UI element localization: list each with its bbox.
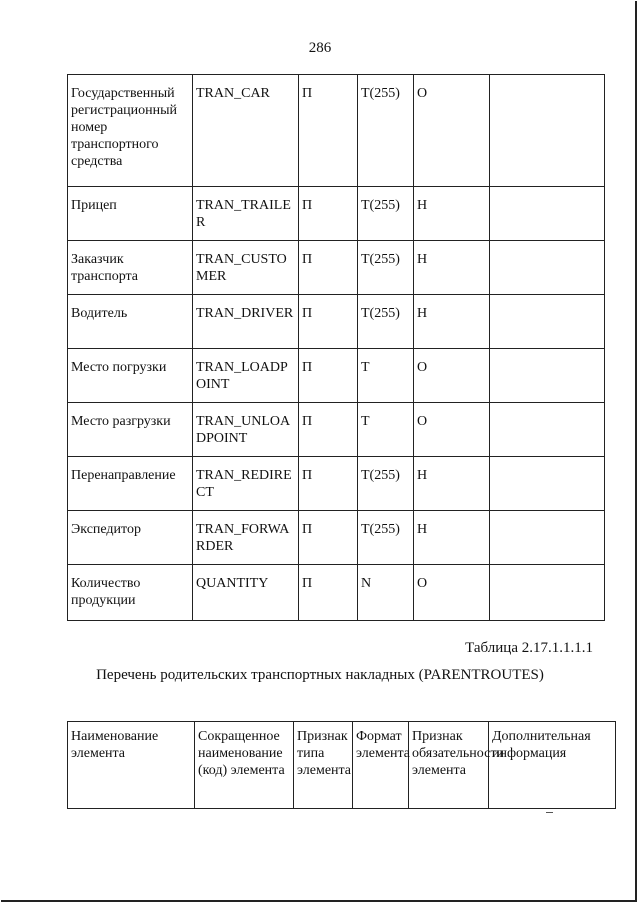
- element-type-cell: П: [299, 565, 358, 621]
- table-row: [68, 241, 605, 295]
- table-row: [68, 457, 605, 511]
- element-code-cell: QUANTITY: [193, 565, 299, 621]
- element-type-cell: П: [299, 457, 358, 511]
- element-extra-cell: [490, 295, 605, 349]
- table-row: [68, 295, 605, 349]
- element-required-cell: Н: [414, 511, 490, 565]
- required-column-header: Признак обязательности элемента: [409, 722, 489, 809]
- element-code-cell: TRAN_FORWARDER: [193, 511, 299, 565]
- table-row: [68, 75, 605, 187]
- element-extra-cell: [490, 241, 605, 295]
- table-row: [68, 565, 605, 621]
- table-row: [68, 511, 605, 565]
- element-name-cell: Место разгрузки: [68, 403, 193, 457]
- element-format-cell: T(255): [358, 457, 414, 511]
- element-extra-cell: [490, 565, 605, 621]
- element-format-cell: T(255): [358, 75, 414, 187]
- element-code-cell: TRAN_UNLOADPOINT: [193, 403, 299, 457]
- element-required-cell: Н: [414, 295, 490, 349]
- element-format-cell: T(255): [358, 187, 414, 241]
- element-name-cell: Государственный регистрационный номер транспортного средства: [68, 75, 193, 187]
- element-extra-cell: [490, 75, 605, 187]
- element-required-cell: Н: [414, 241, 490, 295]
- element-name-cell: Место погрузки: [68, 349, 193, 403]
- table-header-row: [68, 722, 616, 809]
- element-code-cell: TRAN_REDIRECT: [193, 457, 299, 511]
- element-type-cell: П: [299, 295, 358, 349]
- element-name-cell: Перенаправление: [68, 457, 193, 511]
- element-required-cell: О: [414, 75, 490, 187]
- table-row: [68, 403, 605, 457]
- element-code-cell: TRAN_CUSTOMER: [193, 241, 299, 295]
- table-row: [68, 349, 605, 403]
- element-format-cell: T(255): [358, 295, 414, 349]
- element-required-cell: О: [414, 403, 490, 457]
- page-number: 286: [308, 40, 332, 56]
- element-type-cell: П: [299, 241, 358, 295]
- element-code-cell: TRAN_LOADPOINT: [193, 349, 299, 403]
- element-code-cell: TRAN_CAR: [193, 75, 299, 187]
- element-format-cell: N: [358, 565, 414, 621]
- element-required-cell: Н: [414, 187, 490, 241]
- format-column-header: Формат элемента: [353, 722, 409, 809]
- element-required-cell: О: [414, 565, 490, 621]
- extra-column-header: Дополнительная информация: [489, 722, 616, 809]
- parentroutes-table: [67, 721, 616, 809]
- element-code-cell: TRAN_TRAILER: [193, 187, 299, 241]
- element-required-cell: О: [414, 349, 490, 403]
- element-required-cell: Н: [414, 457, 490, 511]
- name-column-header: Наименование элемента: [68, 722, 195, 809]
- element-extra-cell: [490, 511, 605, 565]
- element-extra-cell: [490, 403, 605, 457]
- element-code-cell: TRAN_DRIVER: [193, 295, 299, 349]
- element-name-cell: Прицеп: [68, 187, 193, 241]
- element-name-cell: Водитель: [68, 295, 193, 349]
- type-column-header: Признак типа элемента: [294, 722, 353, 809]
- element-type-cell: П: [299, 511, 358, 565]
- code-column-header: Сокращенное наименование (код) элемента: [195, 722, 294, 809]
- element-extra-cell: [490, 457, 605, 511]
- element-format-cell: T: [358, 349, 414, 403]
- element-name-cell: Экспедитор: [68, 511, 193, 565]
- element-type-cell: П: [299, 403, 358, 457]
- element-extra-cell: [490, 187, 605, 241]
- element-type-cell: П: [299, 349, 358, 403]
- table-caption: Таблица 2.17.1.1.1.1: [465, 640, 593, 656]
- element-type-cell: П: [299, 187, 358, 241]
- element-format-cell: T: [358, 403, 414, 457]
- element-name-cell: Количество продукции: [68, 565, 193, 621]
- elements-table: [67, 74, 605, 621]
- element-type-cell: П: [299, 75, 358, 187]
- scan-mark: [546, 812, 553, 813]
- list-title: Перечень родительских транспортных накладных (PARENTROUTES): [96, 667, 544, 683]
- element-format-cell: T(255): [358, 511, 414, 565]
- element-format-cell: T(255): [358, 241, 414, 295]
- table-row: [68, 187, 605, 241]
- element-extra-cell: [490, 349, 605, 403]
- element-name-cell: Заказчик транспорта: [68, 241, 193, 295]
